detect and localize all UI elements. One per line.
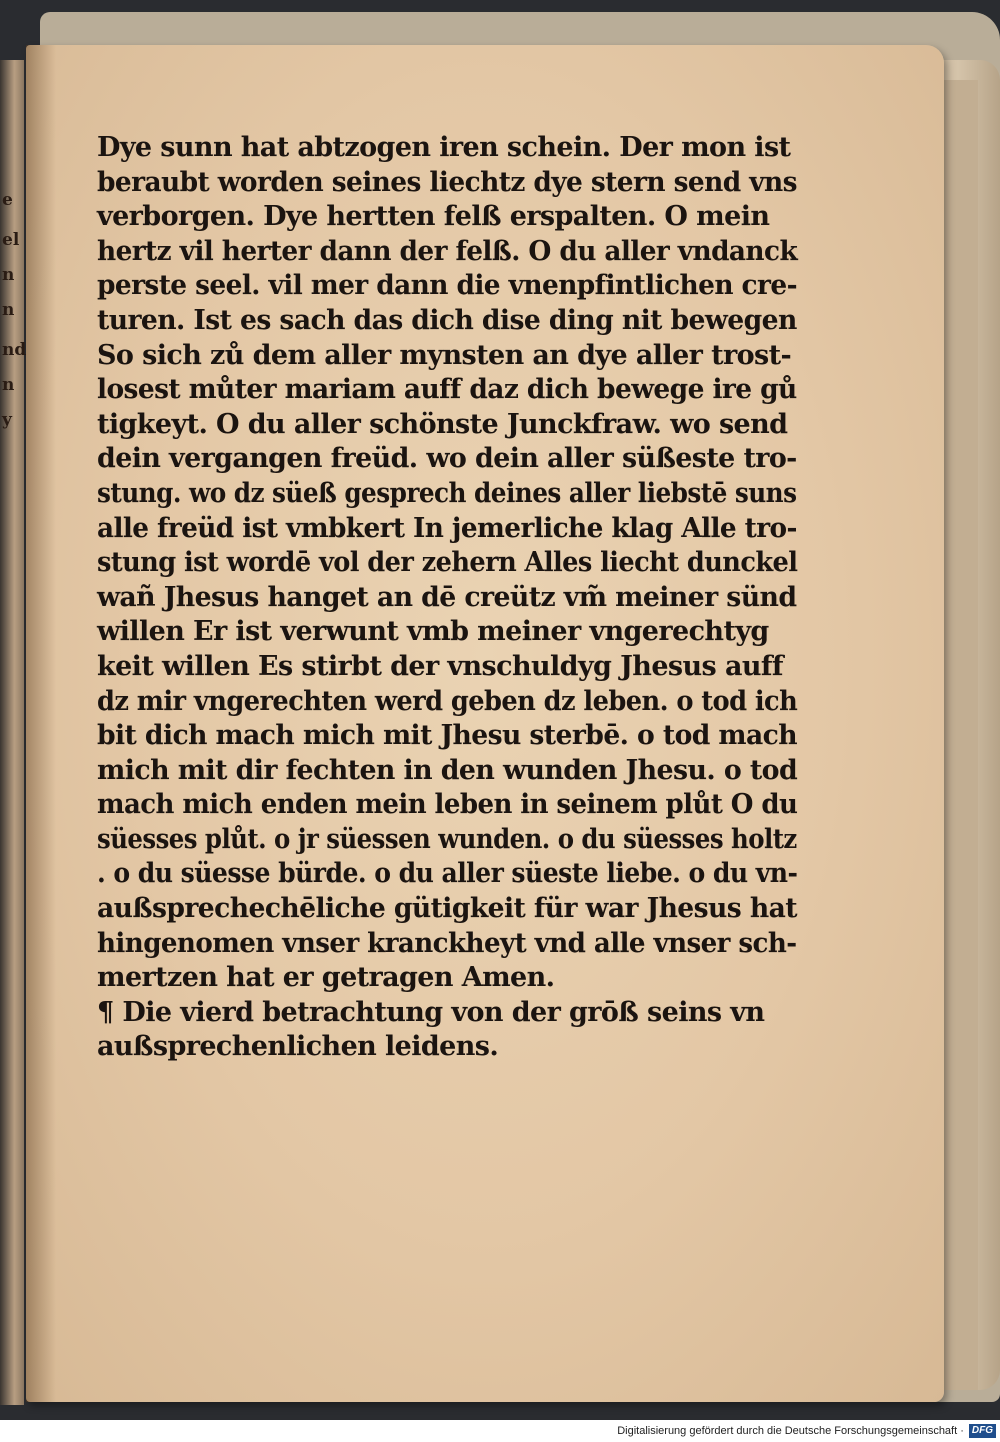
text-line: süesses plůt. o jr süessen wunden. o du süesses holtz — [97, 823, 797, 855]
text-line: losest můter mariam auff daz dich bewege ire gů — [97, 374, 797, 406]
text-line: außsprechechēliche gütigkeit für war Jhesus hat — [97, 893, 797, 925]
text-line: verborgen. Dye hertten felß erspalten. O mein — [97, 201, 770, 233]
text-line: hertz vil herter dann der felß. O du aller vndanck — [97, 235, 798, 267]
text-line: stung ist wordē vol der zehern Alles liecht dunckel — [97, 547, 798, 579]
section-heading-line: außsprechenlichen leidens. — [97, 1031, 499, 1063]
left-page-fragment: n — [2, 375, 15, 395]
left-page-edge — [0, 60, 27, 1405]
text-line: mertzen hat er getragen Amen. — [97, 962, 555, 994]
left-page-fragment: nd — [2, 340, 27, 360]
section-heading-line: ¶ Die vierd betrachtung von der grōß seins vn — [97, 996, 765, 1028]
page-text-block — [97, 131, 797, 1065]
left-page-fragment: y — [2, 410, 12, 430]
text-line: mich mit dir fechten in den wunden Jhesu. o tod — [97, 754, 798, 786]
text-line: tigkeyt. O du aller schönste Junckfraw. wo send — [97, 408, 788, 440]
book-page — [26, 45, 944, 1402]
text-line: bit dich mach mich mit Jhesu sterbē. o tod mach — [97, 720, 798, 752]
text-line: dz mir vngerechten werd geben dz leben. o tod ich — [97, 685, 798, 717]
text-line: keit willen Es stirbt der vnschuldyg Jhesus auff — [97, 650, 783, 682]
text-line: mach mich enden mein leben in seinem plůt O du — [97, 789, 798, 821]
text-line: stung. wo dz süeß gesprech deines aller liebstē suns — [97, 477, 797, 509]
text-line: . o du süesse bürde. o du aller süeste liebe. o du vn- — [97, 858, 798, 890]
left-page-fragment: e — [2, 190, 13, 210]
left-page-fragment: n — [2, 265, 15, 285]
text-line: Dye sunn hat abtzogen iren schein. Der mon ist — [97, 132, 791, 163]
left-page-fragment: el — [2, 230, 20, 250]
text-line: dein vergangen freüd. wo dein aller süßeste tro- — [97, 443, 797, 475]
text-line: turen. Ist es sach das dich dise ding nit bewegen — [97, 304, 797, 336]
text-line: hingenomen vnser kranckheyt vnd alle vnser sch- — [97, 927, 797, 959]
left-page-fragment: n — [2, 300, 15, 320]
text-line: beraubt worden seines liechtz dye stern send vns — [97, 166, 797, 198]
dfg-logo: DFG — [969, 1424, 996, 1438]
page-gutter-shadow — [26, 45, 56, 1402]
text-line: perste seel. vil mer dann die vnenpfintlichen cre- — [97, 270, 797, 302]
footer-credit: Digitalisierung gefördert durch die Deutsche Forschungsgemeinschaft · — [617, 1425, 964, 1437]
footer-bar — [0, 1420, 1000, 1442]
text-line: So sich zů dem aller mynsten an dye aller trost- — [97, 339, 792, 371]
text-line: alle freüd ist vmbkert In jemerliche klag Alle tro- — [97, 512, 797, 544]
text-line: willen Er ist verwunt vmb meiner vngerechtyg — [97, 616, 769, 648]
text-line: wañ Jhesus hanget an dē creütz vm̃ meiner sünd — [97, 581, 797, 613]
